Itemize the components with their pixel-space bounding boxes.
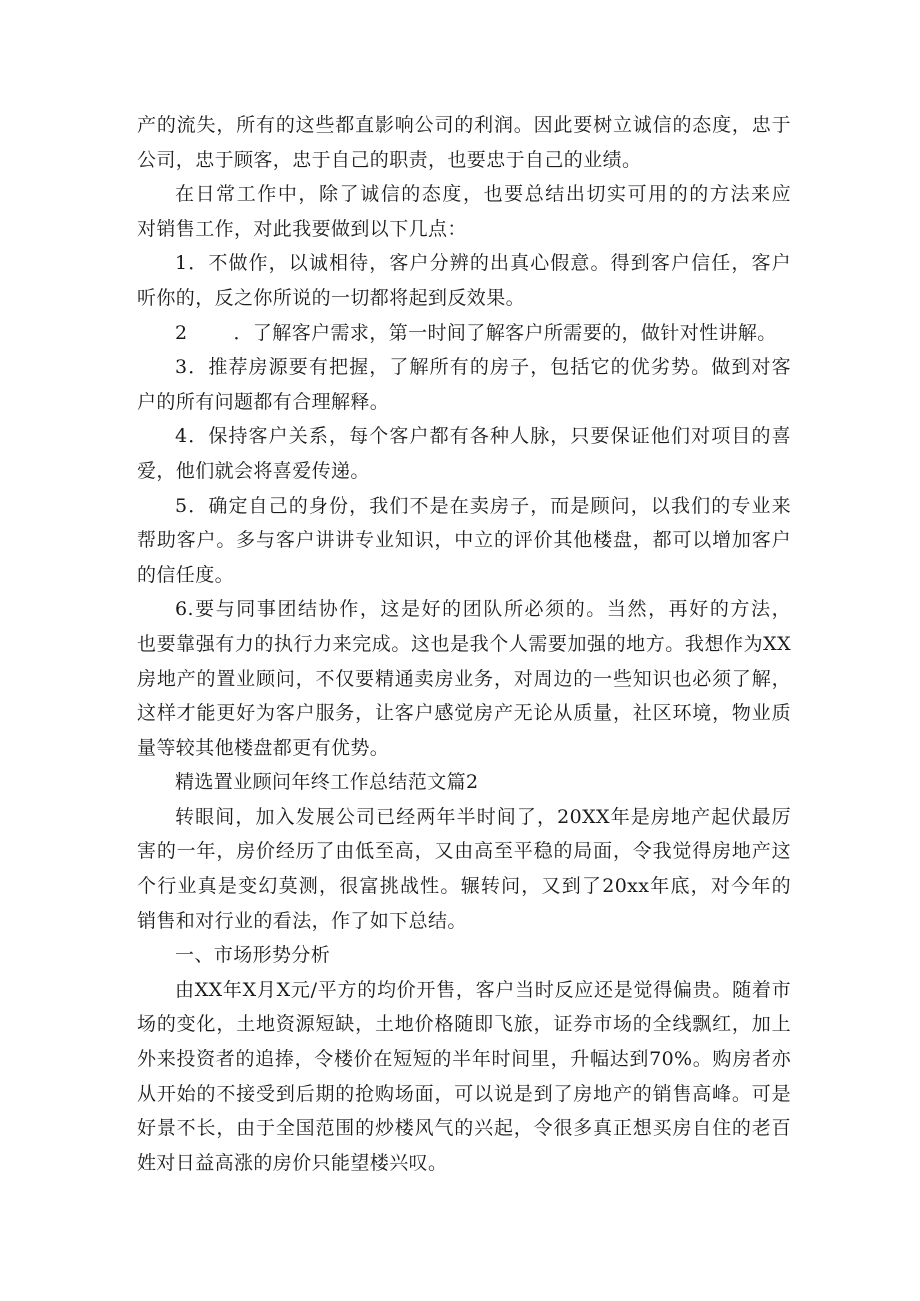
list-item: 5．确定自己的身份，我们不是在卖房子，而是顾问，以我们的专业来 (175, 494, 791, 517)
text-line: 爱，他们就会将喜爱传递。 (137, 459, 370, 482)
text-line: 户的所有问题都有合理解释。 (137, 390, 390, 413)
section-heading: 精选置业顾问年终工作总结范文篇2 (175, 771, 479, 794)
list-item (137, 316, 791, 351)
list-item: 3．推荐房源要有把握，了解所有的房子，包括它的优劣势。做到对客 (175, 356, 791, 379)
text-line: 产的流失，所有的这些都直影响公司的利润。因此要树立诚信的态度，忠于 (137, 114, 791, 136)
text-line: 帮助客户。多与客户讲讲专业知识，中立的评价其他楼盘，都可以增加客户 (137, 529, 791, 552)
text-line: 房地产的置业顾问，不仅要精通卖房业务，对周边的一些知识也必须了解， (137, 667, 791, 690)
text-line: 在日常工作中，除了诚信的态度，也要总结出切实可用的的方法来应 (175, 183, 791, 206)
text-line: 场的变化，土地资源短缺，土地价格随即飞旅，证券市场的全线飘红，加上 (137, 1013, 791, 1036)
list-item-text: ．了解客户需求，第一时间了解客户所需要的，做针对性讲解。 (233, 321, 777, 344)
list-item: 6.要与同事团结协作，这是好的团队所必须的。当然，再好的方法， (175, 598, 791, 621)
text-line: 由XX年X月X元/平方的均价开售，客户当时反应还是觉得偏贵。随着市 (175, 978, 791, 1001)
text-line: 销售和对行业的看法，作了如下总结。 (137, 909, 467, 932)
list-item: 4．保持客户关系，每个客户都有各种人脉，只要保证他们对项目的喜 (175, 425, 791, 448)
document-body (137, 108, 791, 1180)
text-line: 听你的，反之你所说的一切都将起到反效果。 (137, 286, 526, 309)
text-line: 个行业真是变幻莫测，很富挑战性。辗转问，又到了20xx年底，对今年的 (137, 875, 791, 898)
text-line: 量等较其他楼盘都更有优势。 (137, 736, 390, 759)
text-line: 这样才能更好为客户服务，让客户感觉房产无论从质量，社区环境，物业质 (137, 702, 791, 725)
text-line: 害的一年，房价经历了由低至高，又由高至平稳的局面，令我觉得房地产这 (137, 840, 791, 863)
list-item: 1．不做作，以诚相待，客户分辨的出真心假意。得到客户信任，客户 (175, 252, 791, 275)
text-line: 好景不长，由于全国范围的炒楼风气的兴起，令很多真正想买房自住的老百 (137, 1117, 791, 1140)
text-line: 外来投资者的追捧，令楼价在短短的半年时间里，升幅达到70%。购房者亦 (137, 1048, 791, 1071)
subsection-heading: 一、市场形势分析 (175, 944, 331, 967)
list-number: 2 (175, 321, 188, 344)
text-line: 转眼间，加入发展公司已经两年半时间了，20XX年是房地产起伏最厉 (175, 805, 791, 828)
text-line: 从开始的不接受到后期的抢购场面，可以说是到了房地产的销售高峰。可是 (137, 1082, 791, 1105)
text-line: 的信任度。 (137, 563, 235, 586)
text-line: 公司，忠于顾客，忠于自己的职责，也要忠于自己的业绩。 (137, 148, 642, 171)
text-line: 姓对日益高涨的房价只能望楼兴叹。 (137, 1151, 448, 1174)
text-line: 也要靠强有力的执行力来完成。这也是我个人需要加强的地方。我想作为XX (137, 632, 791, 655)
text-line: 对销售工作，对此我要做到以下几点： (137, 217, 467, 240)
